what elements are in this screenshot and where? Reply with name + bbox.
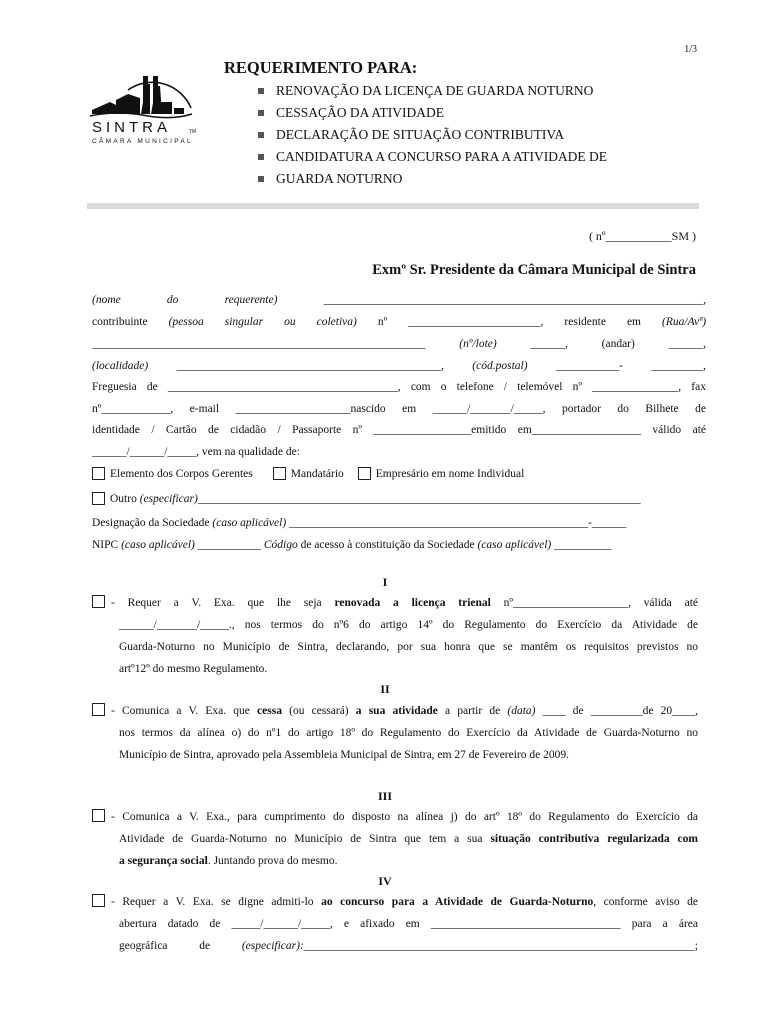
- checkbox-renewal[interactable]: [92, 595, 105, 608]
- address-line[interactable]: [92, 338, 706, 350]
- section-ii-row: Município de Sintra, aprovado pela Assembleia Municipal de Sintra, em 27 de Fevereiro de 2009.: [119, 749, 569, 761]
- reference-number-field[interactable]: ( nº___________SM ): [588, 229, 696, 243]
- section-iii-contributive: [92, 806, 698, 872]
- license-number-blank[interactable]: nº____________________, válida até: [490, 597, 698, 609]
- section-ii-row: [92, 700, 698, 722]
- request-option: CESSAÇÃO DA ATIVIDADE: [258, 102, 698, 124]
- header-divider: [87, 203, 699, 209]
- logo-trademark: TM: [189, 129, 197, 135]
- section-heading-iv: IV: [378, 874, 392, 888]
- company-blank[interactable]: ____________________________________________________-______: [286, 517, 627, 529]
- validity-line[interactable]: ______/______/_____, vem na qualidade de:: [92, 446, 300, 458]
- request-option: DECLARAÇÃO DE SITUAÇÃO CONTRIBUTIVA: [258, 124, 698, 146]
- section-text-bold: a sua atividade: [355, 705, 438, 717]
- parish-phone-line[interactable]: Freguesia de ________________________________________, com o telefone / telemóvel nº _______________, fax: [92, 381, 706, 393]
- section-heading-iii: III: [377, 789, 392, 803]
- section-i-row[interactable]: ______/_______/_____., nos termos do nº6 do artigo 14º do Regulamento do Exercício da Atividade de: [119, 619, 698, 631]
- label-name: (nome do requerente): [92, 294, 278, 306]
- name-blank[interactable]: __________________________________________________________________,: [323, 294, 707, 306]
- label-street: (Rua/Avª): [662, 316, 707, 328]
- capacity-options: [92, 467, 524, 480]
- section-text-bold: situação contributiva regularizada com: [490, 833, 698, 845]
- section-iv-row[interactable]: [92, 935, 698, 957]
- section-text-bold: cessa: [257, 705, 282, 717]
- label-if-applicable: (caso aplicável): [121, 539, 195, 551]
- label-number: nº: [377, 316, 388, 328]
- taxpayer-line[interactable]: [92, 316, 706, 328]
- label-resident: residente em: [564, 316, 641, 328]
- request-option-continued: GUARDA NOTURNO: [258, 168, 698, 190]
- section-i-row: Guarda-Noturno no Município de Sintra, declarando, por sua honra que se mantêm os requisitos previstos no: [119, 641, 698, 653]
- section-ii-row: nos termos da alínea o) do nº1 do artigo 18º do Regulamento do Exercício da Atividade de Guarda-Noturno no: [119, 727, 698, 739]
- logo-subtitle: CÂMARA MUNICIPAL: [92, 138, 193, 145]
- label-specify: (especificar):: [241, 940, 304, 952]
- date-blank[interactable]: ____ de _________de 20____,: [535, 705, 698, 717]
- street-blank[interactable]: __________________________________________________________: [92, 338, 426, 350]
- checkbox-corporate-body[interactable]: [92, 467, 105, 480]
- access-code-blank[interactable]: __________: [551, 539, 612, 551]
- section-text-bold: renovada a licença trienal: [334, 597, 491, 609]
- section-text: , conforme aviso de: [593, 896, 698, 908]
- checkbox-other[interactable]: [92, 492, 105, 505]
- section-text: (ou cessará): [281, 705, 356, 717]
- section-text: . Juntando prova do mesmo.: [207, 855, 338, 867]
- label-taxpayer: contribuinte: [92, 316, 148, 328]
- section-text: Atividade de Guarda-Noturno no Município de Sintra que tem a sua: [119, 833, 491, 845]
- locality-blank[interactable]: ______________________________________________,: [176, 360, 444, 372]
- taxpayer-number-blank[interactable]: _______________________,: [408, 316, 544, 328]
- request-option: CANDIDATURA A CONCURSO PARA A ATIVIDADE DE: [258, 146, 698, 168]
- checkbox-contributive[interactable]: [92, 809, 105, 822]
- section-text: - Comunica a V. Exa. que: [111, 705, 258, 717]
- label-specify: (especificar): [139, 492, 198, 505]
- page-number: 1/3: [684, 44, 697, 55]
- request-option: RENOVAÇÃO DA LICENÇA DE GUARDA NOTURNO: [258, 80, 698, 102]
- label-corporate-body: Elemento dos Corpos Gerentes: [110, 467, 253, 480]
- section-text-bold: ao concurso para a Atividade de Guarda-Noturno: [321, 896, 594, 908]
- checkbox-proxy[interactable]: [273, 467, 286, 480]
- postal-code-blank[interactable]: ___________- _________,: [555, 360, 706, 372]
- section-text: a partir de: [437, 705, 508, 717]
- section-heading-ii: II: [380, 682, 390, 696]
- checkbox-cessation[interactable]: [92, 703, 105, 716]
- label-if-applicable: (caso aplicável): [477, 539, 552, 551]
- section-iii-row: [92, 828, 698, 850]
- label-code: Código: [263, 539, 298, 551]
- label-company: Designação da Sociedade: [92, 517, 213, 529]
- label-sole-trader: Empresário em nome Individual: [375, 467, 525, 480]
- area-blank[interactable]: ____________________________________________________________________;: [303, 940, 698, 952]
- label-other: Outro: [110, 492, 137, 505]
- id-document-line[interactable]: identidade / Cartão de cidadão / Passaporte nº _________________emitido em___________________ válido até: [92, 424, 706, 436]
- request-title: REQUERIMENTO PARA:: [224, 58, 418, 77]
- section-iii-row: [92, 806, 698, 828]
- lot-floor-blank[interactable]: ______, (andar) ______,: [530, 338, 706, 350]
- label-nipc: NIPC: [92, 539, 122, 551]
- section-text: - Requer a V. Exa. que lhe seja: [111, 597, 335, 609]
- section-text: geográfica de: [119, 940, 242, 952]
- label-proxy: Mandatário: [290, 467, 344, 480]
- section-text: - Requer a V. Exa. se digne admiti-lo: [111, 896, 322, 908]
- section-text-bold: a segurança social: [119, 855, 208, 867]
- other-capacity-row[interactable]: [92, 492, 641, 505]
- section-i-row: artº12º do mesmo Regulamento.: [119, 663, 268, 675]
- section-heading-i: I: [382, 575, 388, 589]
- logo-wordmark: SINTRA: [92, 119, 172, 136]
- label-if-applicable: (caso aplicável): [212, 517, 287, 529]
- label-postal-code: (cód.postal): [472, 360, 528, 372]
- other-blank[interactable]: _____________________________________________________________________________: [197, 492, 641, 505]
- section-ii-cessation: [92, 700, 698, 766]
- section-i-row: [92, 592, 698, 614]
- locality-line[interactable]: [92, 360, 706, 372]
- label-date: (data): [507, 705, 536, 717]
- company-designation-line[interactable]: [92, 517, 706, 529]
- section-iv-row[interactable]: abertura datado de _____/______/_____, e afixado em _________________________________ para a área: [119, 918, 698, 930]
- label-person-type: (pessoa singular ou coletiva): [168, 316, 357, 328]
- nipc-blank[interactable]: ___________: [194, 539, 264, 551]
- checkbox-sole-trader[interactable]: [358, 467, 371, 480]
- section-iii-row: [92, 850, 698, 872]
- section-text: - Comunica a V. Exa., para cumprimento do disposto na alínea j) do artº 18º do Regulamento do Exercício da: [111, 811, 698, 823]
- label-lot: (nº/lote): [459, 338, 497, 350]
- label-locality: (localidade): [92, 360, 149, 372]
- section-i-renewal: [92, 592, 698, 680]
- request-options-list: [258, 80, 698, 190]
- label-access-code: de acesso à constituição da Sociedade: [297, 539, 478, 551]
- section-iv-row: [92, 891, 698, 913]
- section-iv-competition: [92, 891, 698, 957]
- email-birth-line[interactable]: nº____________, e-mail ____________________nascido em ______/_______/_____, portador do Bilhete de: [92, 403, 706, 415]
- nipc-line[interactable]: [92, 539, 706, 551]
- applicant-name-line[interactable]: [92, 294, 706, 306]
- checkbox-competition[interactable]: [92, 894, 105, 907]
- addressee-heading: Exmº Sr. Presidente da Câmara Municipal de Sintra: [372, 262, 696, 278]
